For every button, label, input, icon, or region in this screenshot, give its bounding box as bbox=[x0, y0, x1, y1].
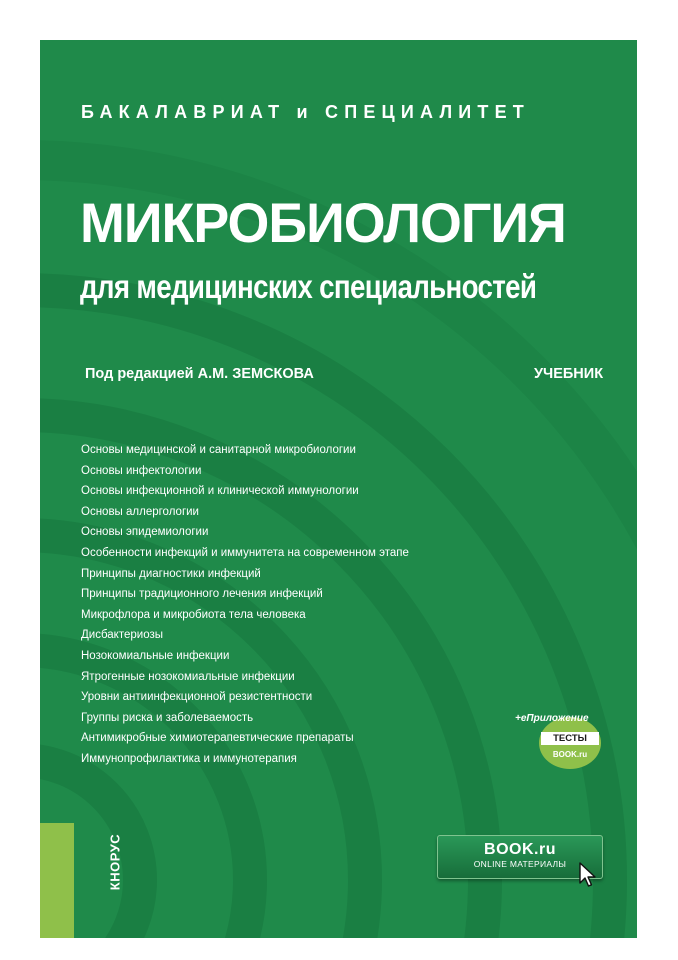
topic-item: Основы инфектологии bbox=[81, 464, 202, 477]
topic-item: Основы аллергологии bbox=[81, 505, 199, 518]
book-cover bbox=[40, 40, 637, 938]
topic-item: Нозокомиальные инфекции bbox=[81, 649, 230, 662]
topic-item: Иммунопрофилактика и иммунотерапия bbox=[81, 752, 297, 765]
topic-item: Микрофлора и микробиота тела человека bbox=[81, 608, 306, 621]
book-subtitle: для медицинских специальностей bbox=[80, 268, 537, 305]
topic-item: Уровни антиинфекционной резистентности bbox=[81, 691, 313, 704]
online-brand: BOOK.ru bbox=[484, 841, 556, 858]
topic-item: Особенности инфекций и иммунитета на современном этапе bbox=[81, 546, 409, 559]
online-caption: ONLINE МАТЕРИАЛЫ bbox=[473, 859, 567, 869]
topic-list bbox=[81, 440, 409, 770]
topic-item: Группы риска и заболеваемость bbox=[81, 711, 254, 724]
topic-item: Основы инфекционной и клинической иммунологии bbox=[81, 485, 359, 498]
publisher-name: КНОРУС bbox=[107, 833, 123, 891]
accent-stripe bbox=[40, 823, 74, 938]
topic-item: Ятрогенные нозокомиальные инфекции bbox=[81, 670, 295, 683]
publisher-logo bbox=[104, 826, 126, 898]
book-title: МИКРОБИОЛОГИЯ bbox=[80, 191, 566, 254]
tests-label: ТЕСТЫ bbox=[541, 732, 599, 745]
e-app-badge bbox=[515, 713, 609, 765]
series-label: БАКАЛАВРИАТ и СПЕЦИАЛИТЕТ bbox=[81, 102, 531, 122]
e-app-label: +еПриложение bbox=[515, 713, 589, 724]
mouse-pointer-icon bbox=[579, 862, 597, 888]
topic-item: Дисбактериозы bbox=[81, 629, 163, 642]
badge-site: BOOK.ru bbox=[552, 750, 588, 759]
topic-item: Принципы диагностики инфекций bbox=[81, 567, 261, 580]
book-type: УЧЕБНИК bbox=[534, 366, 604, 382]
topic-item: Антимикробные химиотерапевтические препараты bbox=[81, 732, 354, 745]
topic-item: Основы медицинской и санитарной микробиологии bbox=[81, 444, 356, 456]
topic-item: Принципы традиционного лечения инфекций bbox=[81, 588, 323, 601]
editor-line: Под редакцией А.М. ЗЕМСКОВА bbox=[85, 366, 314, 382]
topic-item: Основы эпидемиологии bbox=[81, 526, 209, 539]
